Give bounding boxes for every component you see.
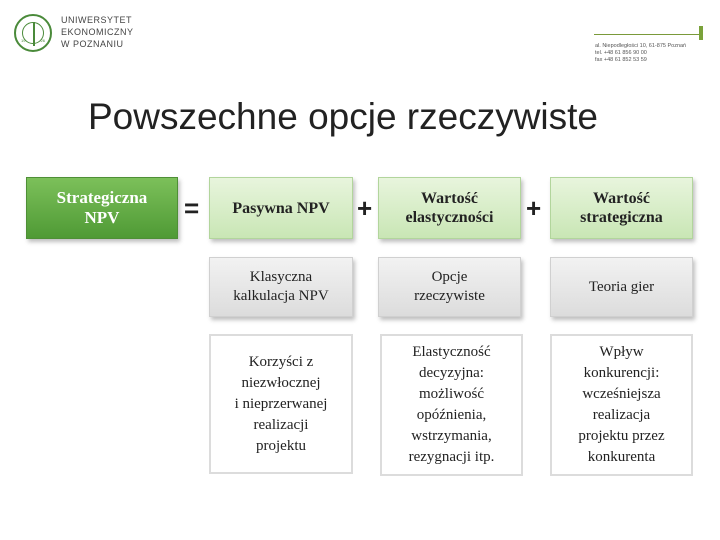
box-passive-npv: Pasywna NPV (209, 177, 353, 239)
header-accent-bar (699, 26, 703, 40)
address-block: al. Niepodległości 10, 61-875 Poznań tel. +48 61 856 90 00 fax +48 61 852 53 59 (595, 43, 687, 63)
box-strategic-value: Wartość strategiczna (550, 177, 693, 239)
header-divider (594, 34, 699, 35)
university-name: UNIWERSYTET EKONOMICZNY W POZNANIU (61, 15, 134, 49)
box-classic-npv: Klasyczna kalkulacja NPV (209, 257, 353, 317)
logo-year-left: 19 (21, 38, 26, 43)
equals-sign: = (184, 193, 200, 223)
box-flexibility-value: Wartość elastyczności (378, 177, 521, 239)
box-decision-flexibility: Elastyczność decyzyjna: możliwość opóźnienia, wstrzymania, rezygnacji itp. (380, 334, 523, 476)
caduceus-icon (33, 22, 35, 46)
box-game-theory: Teoria gier (550, 257, 693, 317)
slide-title: Powszechne opcje rzeczywiste (88, 96, 598, 137)
box-competition: Wpływ konkurencji: wcześniejsza realizacja projektu przez konkurenta (550, 334, 693, 476)
university-logo (14, 14, 52, 52)
box-benefits: Korzyści z niezwłocznej i nieprzerwanej realizacji projektu (209, 334, 353, 474)
box-real-options: Opcje rzeczywiste (378, 257, 521, 317)
plus-sign-1: + (357, 193, 373, 223)
plus-sign-2: + (526, 193, 542, 223)
logo-year-right: 26 (40, 38, 45, 43)
box-strategic-npv: Strategiczna NPV (26, 177, 178, 239)
